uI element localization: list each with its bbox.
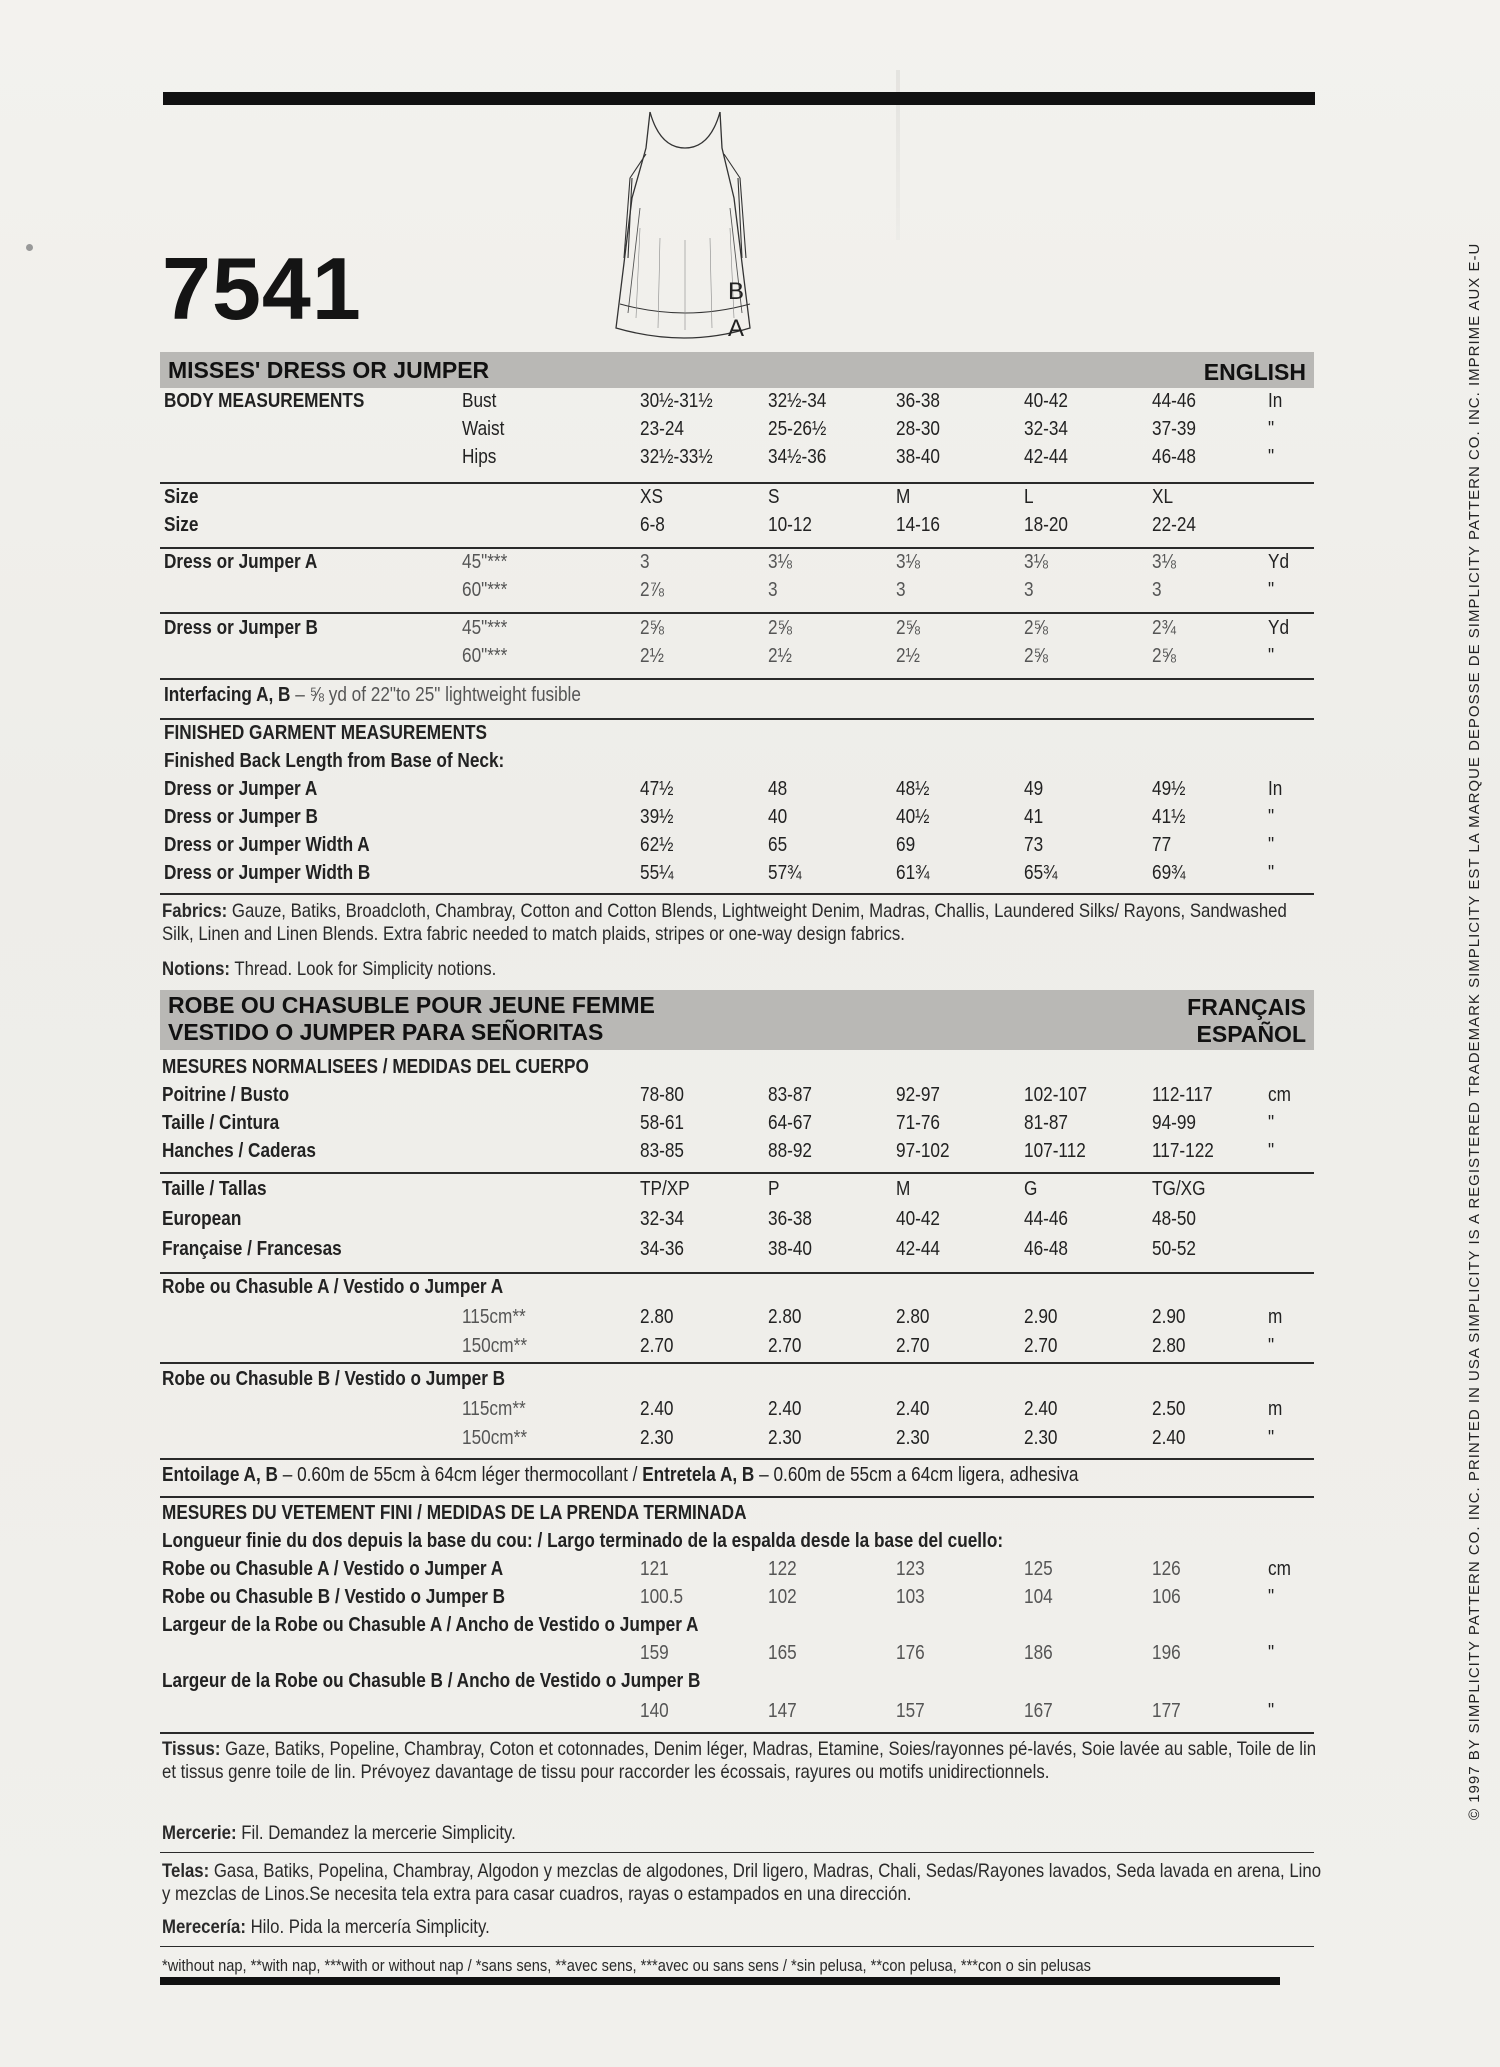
- cell-value: 2⅝: [768, 617, 792, 639]
- cell-value: 2.80: [768, 1306, 802, 1328]
- cell-value: 2.90: [1152, 1306, 1186, 1328]
- english-language-label: ENGLISH: [1203, 359, 1306, 385]
- cell-value: 3⅛: [1152, 551, 1176, 573]
- cell-value: 2.50: [1152, 1398, 1186, 1420]
- cell-value: 94-99: [1152, 1112, 1196, 1134]
- cell-value: 2¾: [1152, 617, 1176, 639]
- cell-value: 40-42: [1024, 390, 1068, 412]
- spanish-title: VESTIDO O JUMPER PARA SEÑORITAS: [168, 1019, 604, 1045]
- unit-label: ": [1268, 1700, 1275, 1722]
- cell-value: 2⅝: [896, 617, 920, 639]
- cell-value: 3: [1152, 579, 1162, 601]
- view-label-b: B: [728, 278, 745, 305]
- cell-value: 50-52: [1152, 1238, 1196, 1260]
- cell-value: 2⅝: [1152, 645, 1176, 667]
- interfacing-line: Interfacing A, B – ⅝ yd of 22"to 25" lightweight fusible: [164, 684, 581, 706]
- cell-value: 10-12: [768, 514, 812, 536]
- unit-label: Yd: [1268, 617, 1290, 639]
- cell-value: M: [896, 1178, 911, 1200]
- row-label: Taille / Tallas: [162, 1178, 267, 1200]
- cell-value: 167: [1024, 1700, 1053, 1722]
- cell-value: 41: [1024, 806, 1044, 828]
- cell-value: 2.30: [768, 1427, 802, 1449]
- view-label-a: A: [728, 315, 745, 342]
- cell-value: 2.90: [1024, 1306, 1058, 1328]
- cell-value: 36-38: [896, 390, 940, 412]
- francais-label: FRANÇAIS: [1187, 994, 1306, 1020]
- cell-value: 14-16: [896, 514, 940, 536]
- espanol-label: ESPAÑOL: [1196, 1021, 1306, 1047]
- cell-value: 62½: [640, 834, 674, 856]
- cell-value: 6-8: [640, 514, 665, 536]
- cell-value: 196: [1152, 1642, 1181, 1664]
- cell-value: 83-87: [768, 1084, 812, 1106]
- row-label: Robe ou Chasuble A / Vestido o Jumper A: [162, 1558, 504, 1580]
- cell-value: 3⅛: [1024, 551, 1048, 573]
- unit-label: ": [1268, 834, 1275, 856]
- cell-value: 69¾: [1152, 862, 1186, 884]
- cell-value: 2.30: [896, 1427, 930, 1449]
- cell-value: 100.5: [640, 1586, 684, 1608]
- entoilage-line: Entoilage A, B – 0.60m de 55cm à 64cm léger thermocollant / Entretela A, B – 0.60m de 55cm a 64cm ligera, adhesiva: [162, 1464, 1079, 1486]
- cell-value: 2.40: [1024, 1398, 1058, 1420]
- cell-value: 32-34: [1024, 418, 1068, 440]
- cell-value: 3⅛: [768, 551, 792, 573]
- cell-value: 2.80: [1152, 1335, 1186, 1357]
- body-measurements-label: BODY MEASUREMENTS: [164, 390, 365, 412]
- cell-value: 42-44: [1024, 446, 1068, 468]
- cell-value: 2⅝: [640, 617, 664, 639]
- footnote: *without nap, **with nap, ***with or without nap / *sans sens, **avec sens, ***avec ou sans sens / *sin pelusa, **con pelusa, ***con o sin pelusas: [162, 1956, 1091, 1975]
- cell-value: 42-44: [896, 1238, 940, 1260]
- cell-value: 103: [896, 1586, 925, 1608]
- rule: [160, 1362, 1314, 1364]
- fr-es-header-band: [160, 990, 1314, 1050]
- cell-value: 61¾: [896, 862, 930, 884]
- cell-value: 3: [640, 551, 650, 573]
- row-label: Dress or Jumper Width B: [164, 862, 371, 884]
- cell-value: 2.70: [640, 1335, 674, 1357]
- cell-value: 2.40: [640, 1398, 674, 1420]
- unit-label: In: [1268, 390, 1283, 412]
- yardage-a-label: Dress or Jumper A: [164, 551, 318, 573]
- cell-value: 34-36: [640, 1238, 684, 1260]
- rule: [160, 547, 1314, 549]
- rule: [160, 1946, 1314, 1947]
- row-label: Waist: [462, 418, 505, 440]
- cell-value: 3⅛: [896, 551, 920, 573]
- cell-value: 46-48: [1024, 1238, 1068, 1260]
- cell-value: S: [768, 486, 780, 508]
- row-label: Size: [164, 514, 199, 536]
- notions-text: Notions: Thread. Look for Simplicity notions.: [162, 958, 497, 980]
- unit-label: m: [1268, 1306, 1283, 1328]
- cell-value: 107-112: [1024, 1140, 1086, 1162]
- rule: [160, 893, 1314, 895]
- row-label: Française / Francesas: [162, 1238, 342, 1260]
- cell-value: 38-40: [896, 446, 940, 468]
- meters-b-label: Robe ou Chasuble B / Vestido o Jumper B: [162, 1368, 506, 1390]
- cell-value: L: [1024, 486, 1034, 508]
- cell-value: 36-38: [768, 1208, 812, 1230]
- cell-value: 23-24: [640, 418, 684, 440]
- cell-value: 57¾: [768, 862, 802, 884]
- cell-value: 165: [768, 1642, 797, 1664]
- cell-value: 44-46: [1024, 1208, 1068, 1230]
- cell-value: 58-61: [640, 1112, 684, 1134]
- cell-value: 55¼: [640, 862, 674, 884]
- unit-label: m: [1268, 1398, 1283, 1420]
- cell-value: 92-97: [896, 1084, 940, 1106]
- cell-value: 123: [896, 1558, 925, 1580]
- english-title: MISSES' DRESS OR JUMPER: [168, 357, 490, 383]
- cell-value: 3: [1024, 579, 1034, 601]
- cell-value: 30½-31½: [640, 390, 713, 412]
- cell-value: 38-40: [768, 1238, 812, 1260]
- cell-value: 77: [1152, 834, 1172, 856]
- unit-label: ": [1268, 1112, 1275, 1134]
- unit-label: Yd: [1268, 551, 1290, 573]
- cell-value: 2⅝: [1024, 617, 1048, 639]
- row-label: Hips: [462, 446, 497, 468]
- cell-value: 117-122: [1152, 1140, 1214, 1162]
- bottom-rule: [160, 1977, 1280, 1985]
- unit-label: ": [1268, 579, 1275, 601]
- fabric-width: 115cm**: [462, 1306, 526, 1328]
- cell-value: 2.70: [896, 1335, 930, 1357]
- cell-value: 2.40: [1152, 1427, 1186, 1449]
- side-copyright-text: © 1997 BY SIMPLICITY PATTERN CO. INC. PRINTED IN USA SIMPLICITY IS A REGISTERED TRADEMARK SIMPLICITY EST LA MARQUE DEPOSSE DE SIMPLICITY PATTERN CO. INC. IMPRIME AUX E-U: [1466, 242, 1483, 1820]
- cell-value: 44-46: [1152, 390, 1196, 412]
- fabric-width: 60"***: [462, 645, 508, 667]
- cell-value: 37-39: [1152, 418, 1196, 440]
- unit-label: cm: [1268, 1558, 1291, 1580]
- cell-value: 48: [768, 778, 788, 800]
- cell-value: 157: [896, 1700, 925, 1722]
- cell-value: 2⅝: [1024, 645, 1048, 667]
- unit-label: ": [1268, 1335, 1275, 1357]
- cell-value: 126: [1152, 1558, 1181, 1580]
- cell-value: 2.30: [640, 1427, 674, 1449]
- row-label: Taille / Cintura: [162, 1112, 280, 1134]
- merceria-text: Merecería: Hilo. Pida la mercería Simplicity.: [162, 1916, 490, 1938]
- rule: [160, 1172, 1314, 1174]
- english-header-band: [160, 352, 1314, 388]
- row-label: Size: [164, 486, 199, 508]
- fabric-width: 150cm**: [462, 1335, 528, 1357]
- cell-value: 71-76: [896, 1112, 940, 1134]
- cell-value: 65¾: [1024, 862, 1058, 884]
- unit-label: ": [1268, 1642, 1275, 1664]
- cell-value: 159: [640, 1642, 669, 1664]
- cell-value: 177: [1152, 1700, 1181, 1722]
- fabric-width: 60"***: [462, 579, 508, 601]
- cell-value: 69: [896, 834, 916, 856]
- cell-value: 102-107: [1024, 1084, 1088, 1106]
- cell-value: 125: [1024, 1558, 1053, 1580]
- cell-value: 25-26½: [768, 418, 827, 440]
- cell-value: 48-50: [1152, 1208, 1196, 1230]
- cell-value: 40: [768, 806, 788, 828]
- cell-value: 32-34: [640, 1208, 684, 1230]
- cell-value: 2.70: [1024, 1335, 1058, 1357]
- rule: [160, 678, 1314, 680]
- row-label: Robe ou Chasuble B / Vestido o Jumper B: [162, 1586, 506, 1608]
- rule: [160, 1732, 1314, 1734]
- cell-value: P: [768, 1178, 780, 1200]
- cell-value: 102: [768, 1586, 797, 1608]
- row-label: Hanches / Caderas: [162, 1140, 316, 1162]
- tissus-text: Tissus: Gaze, Batiks, Popeline, Chambray, Coton et cotonnades, Denim léger, Madras, Etamine, Soies/rayonnes pé-lavés, Soie lavée au sable, Toile de lin et tissus genre toile de lin. Prévoyez davantage de tissu pour raccorder les écossais, rayures ou motifs unidirectionnels.: [162, 1738, 1317, 1783]
- cell-value: 39½: [640, 806, 674, 828]
- fabric-width: 115cm**: [462, 1398, 526, 1420]
- cell-value: 97-102: [896, 1140, 950, 1162]
- cell-value: 2⅞: [640, 579, 664, 601]
- rule: [160, 718, 1314, 720]
- cell-value: 2.70: [768, 1335, 802, 1357]
- cell-value: 32½-33½: [640, 446, 713, 468]
- cell-value: 22-24: [1152, 514, 1196, 536]
- unit-label: ": [1268, 1427, 1275, 1449]
- rule: [160, 612, 1314, 614]
- cell-value: 81-87: [1024, 1112, 1068, 1134]
- cell-value: 40-42: [896, 1208, 940, 1230]
- cell-value: 3: [768, 579, 778, 601]
- cell-value: 49½: [1152, 778, 1186, 800]
- dress-line-drawing: [610, 108, 760, 348]
- french-title: ROBE OU CHASUBLE POUR JEUNE FEMME: [168, 992, 655, 1018]
- cell-value: 41½: [1152, 806, 1186, 828]
- cell-value: M: [896, 486, 911, 508]
- rule: [160, 1852, 1314, 1853]
- mesures-label: MESURES NORMALISEES / MEDIDAS DEL CUERPO: [162, 1056, 589, 1078]
- cell-value: 40½: [896, 806, 930, 828]
- cell-value: 73: [1024, 834, 1044, 856]
- unit-label: ": [1268, 418, 1275, 440]
- cell-value: XS: [640, 486, 663, 508]
- cell-value: 104: [1024, 1586, 1053, 1608]
- cell-value: 2.30: [1024, 1427, 1058, 1449]
- width-b-label: Largeur de la Robe ou Chasuble B / Ancho de Vestido o Jumper B: [162, 1670, 701, 1692]
- cell-value: TP/XP: [640, 1178, 690, 1200]
- cell-value: 2.80: [640, 1306, 674, 1328]
- unit-label: cm: [1268, 1084, 1291, 1106]
- cell-value: 2.40: [896, 1398, 930, 1420]
- finished-back-length-label: Finished Back Length from Base of Neck:: [164, 750, 505, 772]
- cell-value: 34½-36: [768, 446, 827, 468]
- fabric-width: 150cm**: [462, 1427, 528, 1449]
- cell-value: 121: [640, 1558, 669, 1580]
- unit-label: In: [1268, 778, 1283, 800]
- cell-value: 64-67: [768, 1112, 812, 1134]
- rule: [160, 1458, 1314, 1460]
- fr-finished-sub: Longueur finie du dos depuis la base du cou: / Largo terminado de la espalda desde la base del cuello:: [162, 1530, 1004, 1552]
- row-label: European: [162, 1208, 242, 1230]
- cell-value: 88-92: [768, 1140, 812, 1162]
- cell-value: 106: [1152, 1586, 1181, 1608]
- fabric-width: 45"***: [462, 551, 508, 573]
- cell-value: 140: [640, 1700, 669, 1722]
- row-label: Dress or Jumper Width A: [164, 834, 370, 856]
- finished-garment-label: FINISHED GARMENT MEASUREMENTS: [164, 722, 487, 744]
- cell-value: 2.80: [896, 1306, 930, 1328]
- cell-value: 47½: [640, 778, 674, 800]
- unit-label: ": [1268, 645, 1275, 667]
- unit-label: ": [1268, 806, 1275, 828]
- unit-label: ": [1268, 1140, 1275, 1162]
- row-label: Bust: [462, 390, 497, 412]
- pattern-number: 7541: [162, 239, 362, 338]
- rule: [160, 1496, 1314, 1498]
- cell-value: 78-80: [640, 1084, 684, 1106]
- cell-value: 32½-34: [768, 390, 827, 412]
- telas-text: Telas: Gasa, Batiks, Popelina, Chambray, Algodon y mezclas de algodones, Dril ligero, Madras, Chali, Sedas/Rayones lavados, Seda lavada en arena, Lino y mezclas de Linos.Se necesita tela extra para casar cuadros, rayas o estampados en una dirección.: [162, 1860, 1322, 1905]
- rule: [160, 482, 1314, 484]
- cell-value: 65: [768, 834, 788, 856]
- row-label: Poitrine / Busto: [162, 1084, 290, 1106]
- row-label: Dress or Jumper B: [164, 806, 318, 828]
- cell-value: 46-48: [1152, 446, 1196, 468]
- unit-label: ": [1268, 446, 1275, 468]
- unit-label: ": [1268, 1586, 1275, 1608]
- cell-value: 112-117: [1152, 1084, 1213, 1106]
- cell-value: 186: [1024, 1642, 1053, 1664]
- yardage-b-label: Dress or Jumper B: [164, 617, 318, 639]
- cell-value: TG/XG: [1152, 1178, 1206, 1200]
- cell-value: 3: [896, 579, 906, 601]
- meters-a-label: Robe ou Chasuble A / Vestido o Jumper A: [162, 1276, 504, 1298]
- cell-value: 147: [768, 1700, 797, 1722]
- cell-value: 48½: [896, 778, 930, 800]
- cell-value: 18-20: [1024, 514, 1068, 536]
- cell-value: 2½: [768, 645, 792, 667]
- top-rule: [163, 92, 1315, 105]
- mercerie-text: Mercerie: Fil. Demandez la mercerie Simplicity.: [162, 1822, 516, 1844]
- fr-finished-label: MESURES DU VETEMENT FINI / MEDIDAS DE LA PRENDA TERMINADA: [162, 1502, 747, 1524]
- cell-value: 28-30: [896, 418, 940, 440]
- cell-value: XL: [1152, 486, 1174, 508]
- cell-value: 176: [896, 1642, 925, 1664]
- fabric-width: 45"***: [462, 617, 508, 639]
- cell-value: 83-85: [640, 1140, 684, 1162]
- fabrics-text: Fabrics: Gauze, Batiks, Broadcloth, Chambray, Cotton and Cotton Blends, Lightweight Denim, Madras, Challis, Laundered Silks/ Rayons, Sandwashed Silk, Linen and Linen Blends. Extra fabric needed to match plaids, stripes or one-way design fabrics.: [162, 900, 1287, 945]
- rule: [160, 1272, 1314, 1274]
- unit-label: ": [1268, 862, 1275, 884]
- paper-speck: [26, 244, 33, 251]
- cell-value: 122: [768, 1558, 797, 1580]
- cell-value: 2½: [640, 645, 664, 667]
- cell-value: 2.40: [768, 1398, 802, 1420]
- row-label: Dress or Jumper A: [164, 778, 318, 800]
- width-a-label: Largeur de la Robe ou Chasuble A / Ancho de Vestido o Jumper A: [162, 1614, 699, 1636]
- cell-value: 49: [1024, 778, 1044, 800]
- cell-value: G: [1024, 1178, 1038, 1200]
- cell-value: 2½: [896, 645, 920, 667]
